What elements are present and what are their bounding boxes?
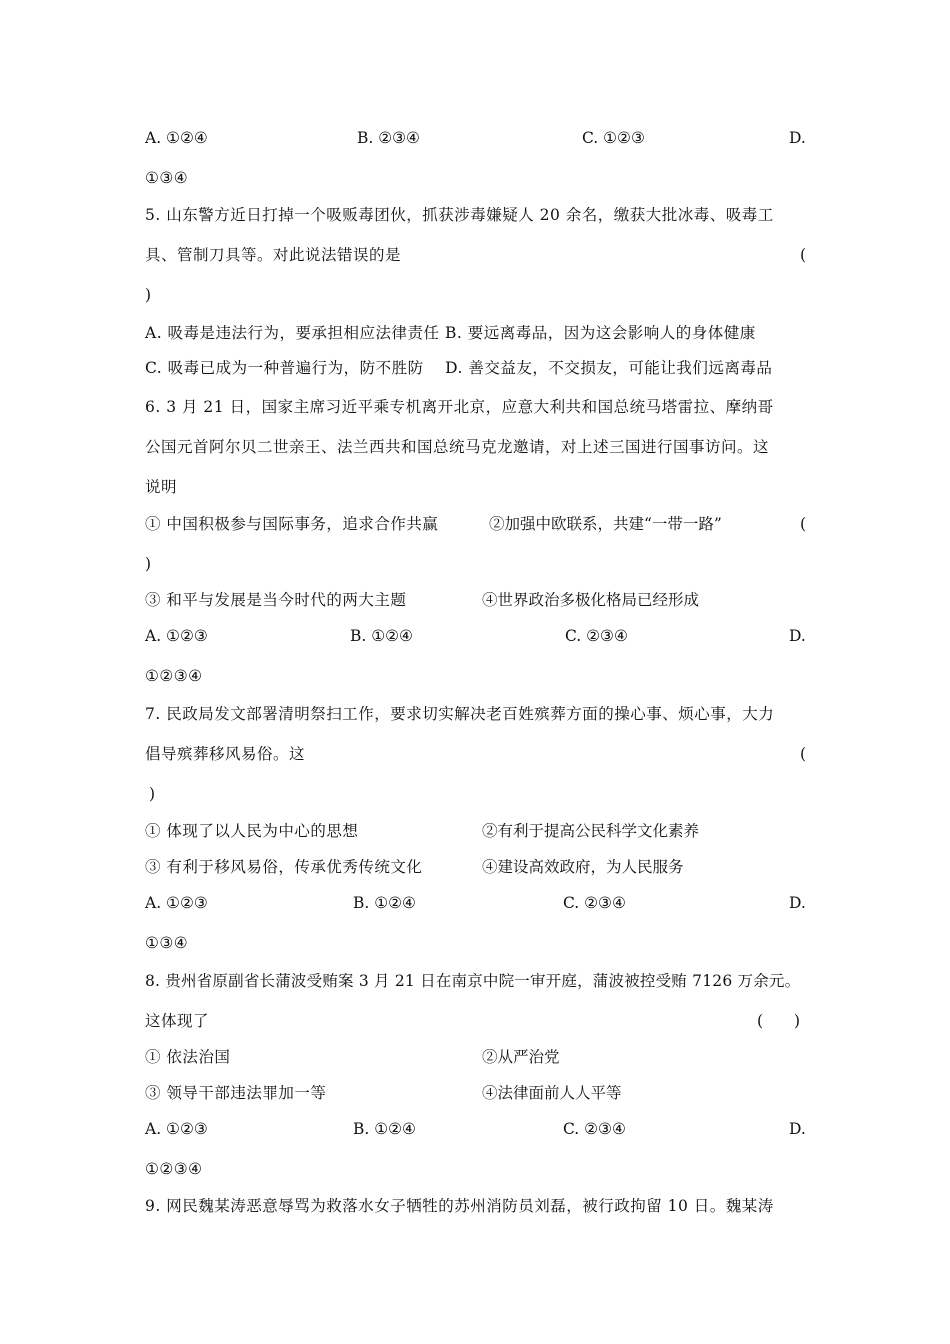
q7-option-c: C. ②③④: [563, 894, 626, 912]
q8-option-c: C. ②③④: [563, 1120, 626, 1138]
q5-stem-line2: 具、管制刀具等。对此说法错误的是: [145, 246, 402, 264]
q4-option-a: A. ①②④: [145, 129, 208, 147]
q8-stem-line1: 8. 贵州省原副省长蒲波受贿案 3 月 21 日在南京中院一审开庭，蒲波被控受贿 7126 万余元。: [145, 972, 801, 990]
q4-option-d: D.: [789, 129, 806, 147]
q4-option-c: C. ①②③: [582, 129, 645, 147]
q6-item-3: ③ 和平与发展是当今时代的两大主题: [145, 591, 407, 609]
q4-option-d-content: ①③④: [145, 169, 189, 187]
q6-answer-paren-close: ): [145, 555, 152, 573]
q6-option-b: B. ①②④: [350, 627, 413, 645]
q8-item-3: ③ 领导干部违法罪加一等: [145, 1084, 327, 1102]
q8-option-d-content: ①②③④: [145, 1160, 203, 1178]
q7-item-4: ④建设高效政府，为人民服务: [482, 858, 684, 876]
q7-option-d-content: ①③④: [145, 934, 189, 952]
q5-stem-line1: 5. 山东警方近日打掉一个吸贩毒团伙，抓获涉毒嫌疑人 20 余名，缴获大批冰毒、吸毒工: [145, 206, 774, 224]
q7-stem-line2: 倡导殡葬移风易俗。这: [145, 745, 306, 763]
q6-option-d: D.: [789, 627, 806, 645]
q4-option-b: B. ②③④: [357, 129, 420, 147]
q6-item-1: ① 中国积极参与国际事务，追求合作共赢: [145, 515, 439, 533]
q8-item-4: ④法律面前人人平等: [482, 1084, 622, 1102]
q6-option-a: A. ①②③: [145, 627, 208, 645]
q6-answer-paren-open: (: [800, 515, 807, 533]
q7-item-2: ②有利于提高公民科学文化素养: [482, 822, 700, 840]
q7-item-3: ③ 有利于移风易俗，传承优秀传统文化: [145, 858, 423, 876]
q7-answer-paren-open: (: [800, 745, 807, 763]
q8-item-2: ②从严治党: [482, 1048, 560, 1066]
q7-option-a: A. ①②③: [145, 894, 208, 912]
q6-stem-line2: 公国元首阿尔贝二世亲王、法兰西共和国总统马克龙邀请，对上述三国进行国事访问。这: [145, 438, 770, 456]
q6-stem-line3: 说明: [145, 478, 178, 496]
q8-option-d: D.: [789, 1120, 806, 1138]
q8-option-b: B. ①②④: [353, 1120, 416, 1138]
q5-answer-paren-close: ): [145, 286, 152, 304]
q7-option-b: B. ①②④: [353, 894, 416, 912]
q5-answer-paren-open: (: [800, 246, 807, 264]
q6-option-d-content: ①②③④: [145, 667, 203, 685]
q8-item-1: ① 依法治国: [145, 1048, 231, 1066]
q7-option-d: D.: [789, 894, 806, 912]
q8-option-a: A. ①②③: [145, 1120, 208, 1138]
q7-item-1: ① 体现了以人民为中心的思想: [145, 822, 359, 840]
q5-options-cd: C. 吸毒已成为一种普遍行为，防不胜防 D. 善交益友，不交损友，可能让我们远离毒品: [145, 359, 773, 377]
q9-stem-line1: 9. 网民魏某涛恶意辱骂为救落水女子牺牲的苏州消防员刘磊，被行政拘留 10 日。魏某涛: [145, 1197, 774, 1215]
q5-options-ab: A. 吸毒是违法行为，要承担相应法律责任 B. 要远离毒品，因为这会影响人的身体健康: [145, 324, 756, 342]
q8-stem-line2: 这体现了: [145, 1012, 210, 1030]
q7-answer-paren-close: ): [149, 785, 156, 803]
q6-option-c: C. ②③④: [565, 627, 628, 645]
q6-stem-line1: 6. 3 月 21 日，国家主席习近平乘专机离开北京，应意大利共和国总统马塔雷拉、摩纳哥: [145, 398, 774, 416]
q7-stem-line1: 7. 民政局发文部署清明祭扫工作，要求切实解决老百姓殡葬方面的操心事、烦心事，大力: [145, 705, 775, 723]
q6-item-2: ②加强中欧联系，共建“一带一路”: [489, 515, 722, 533]
q6-item-4: ④世界政治多极化格局已经形成: [482, 591, 700, 609]
q8-answer-paren: ( ): [757, 1012, 801, 1030]
